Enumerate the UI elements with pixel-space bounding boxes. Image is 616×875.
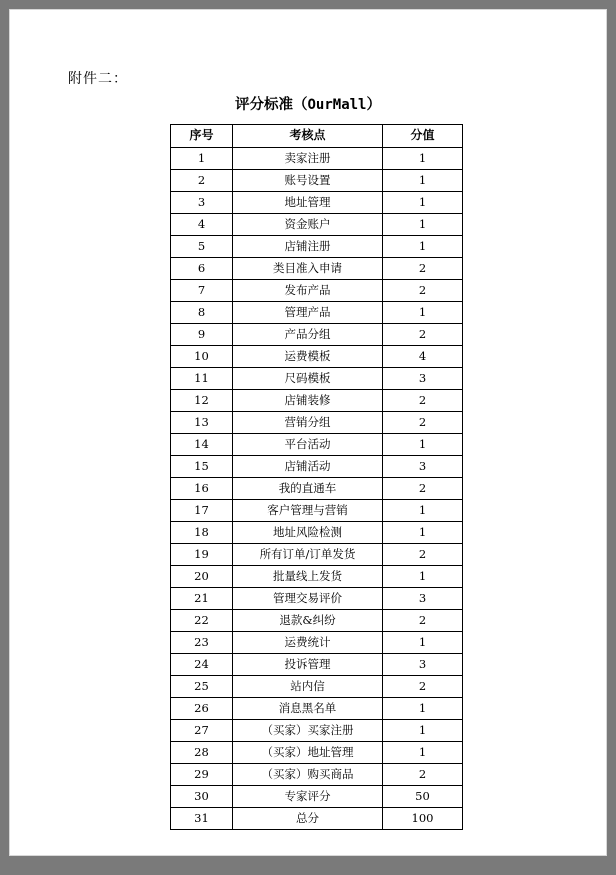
cell-no: 31 <box>171 808 233 830</box>
cell-score: 1 <box>383 500 463 522</box>
table-row <box>171 346 463 368</box>
table-row <box>171 610 463 632</box>
cell-score: 1 <box>383 302 463 324</box>
table-row <box>171 456 463 478</box>
cell-item: 专家评分 <box>233 786 383 808</box>
table-row <box>171 544 463 566</box>
cell-score: 2 <box>383 412 463 434</box>
cell-no: 30 <box>171 786 233 808</box>
cell-item: 账号设置 <box>233 170 383 192</box>
cell-item: 平台活动 <box>233 434 383 456</box>
table-row <box>171 478 463 500</box>
cell-no: 8 <box>171 302 233 324</box>
cell-item: 发布产品 <box>233 280 383 302</box>
cell-item: 运费统计 <box>233 632 383 654</box>
cell-no: 18 <box>171 522 233 544</box>
cell-no: 16 <box>171 478 233 500</box>
attachment-label: 附件二： <box>68 71 128 87</box>
cell-score: 1 <box>383 720 463 742</box>
cell-item: 尺码模板 <box>233 368 383 390</box>
cell-score: 2 <box>383 324 463 346</box>
cell-item: 卖家注册 <box>233 148 383 170</box>
cell-item: 店铺装修 <box>233 390 383 412</box>
cell-item: 管理交易评价 <box>233 588 383 610</box>
cell-score: 1 <box>383 632 463 654</box>
table-row <box>171 368 463 390</box>
cell-no: 14 <box>171 434 233 456</box>
cell-item: 产品分组 <box>233 324 383 346</box>
page-title-prefix: 评分标准（ <box>234 96 308 113</box>
cell-item: 运费模板 <box>233 346 383 368</box>
cell-no: 23 <box>171 632 233 654</box>
cell-no: 25 <box>171 676 233 698</box>
cell-item: 消息黑名单 <box>233 698 383 720</box>
table-row <box>171 236 463 258</box>
cell-no: 7 <box>171 280 233 302</box>
cell-score: 1 <box>383 192 463 214</box>
cell-item: （买家）地址管理 <box>233 742 383 764</box>
cell-no: 5 <box>171 236 233 258</box>
cell-score: 1 <box>383 434 463 456</box>
table-row <box>171 764 463 786</box>
cell-no: 11 <box>171 368 233 390</box>
table-row <box>171 566 463 588</box>
cell-score: 2 <box>383 544 463 566</box>
page-title-brand: OurMall <box>307 97 367 113</box>
table-row <box>171 412 463 434</box>
cell-item: 退款&纠纷 <box>233 610 383 632</box>
cell-no: 29 <box>171 764 233 786</box>
cell-score: 2 <box>383 258 463 280</box>
cell-score: 1 <box>383 170 463 192</box>
cell-no: 28 <box>171 742 233 764</box>
table-row <box>171 654 463 676</box>
table-row <box>171 390 463 412</box>
table-row <box>171 522 463 544</box>
score-criteria-table <box>170 124 463 830</box>
page-title-suffix: ） <box>366 96 381 113</box>
table-row <box>171 632 463 654</box>
table-row <box>171 302 463 324</box>
cell-score: 100 <box>383 808 463 830</box>
cell-score: 3 <box>383 654 463 676</box>
cell-no: 3 <box>171 192 233 214</box>
cell-item: 批量线上发货 <box>233 566 383 588</box>
table-row <box>171 588 463 610</box>
table-row <box>171 698 463 720</box>
cell-score: 2 <box>383 676 463 698</box>
table-row <box>171 170 463 192</box>
cell-score: 4 <box>383 346 463 368</box>
cell-no: 22 <box>171 610 233 632</box>
cell-item: 店铺活动 <box>233 456 383 478</box>
table-row <box>171 258 463 280</box>
table-header-row <box>171 125 463 148</box>
cell-no: 2 <box>171 170 233 192</box>
cell-score: 2 <box>383 390 463 412</box>
cell-no: 24 <box>171 654 233 676</box>
cell-score: 1 <box>383 742 463 764</box>
table-row <box>171 676 463 698</box>
page-title <box>10 93 606 114</box>
cell-item: 类目准入申请 <box>233 258 383 280</box>
table-row <box>171 720 463 742</box>
table-row <box>171 214 463 236</box>
cell-score: 3 <box>383 456 463 478</box>
column-header-no: 序号 <box>171 125 233 148</box>
cell-score: 3 <box>383 368 463 390</box>
cell-score: 2 <box>383 764 463 786</box>
cell-no: 4 <box>171 214 233 236</box>
table-row <box>171 192 463 214</box>
cell-item: 管理产品 <box>233 302 383 324</box>
table-row <box>171 500 463 522</box>
cell-item: 地址管理 <box>233 192 383 214</box>
cell-item: 营销分组 <box>233 412 383 434</box>
cell-score: 1 <box>383 698 463 720</box>
cell-no: 6 <box>171 258 233 280</box>
cell-no: 1 <box>171 148 233 170</box>
cell-no: 19 <box>171 544 233 566</box>
cell-item: 我的直通车 <box>233 478 383 500</box>
document-page <box>10 10 606 855</box>
table-row <box>171 808 463 830</box>
cell-item: 所有订单/订单发货 <box>233 544 383 566</box>
cell-score: 2 <box>383 280 463 302</box>
cell-no: 13 <box>171 412 233 434</box>
cell-score: 1 <box>383 148 463 170</box>
cell-item: 店铺注册 <box>233 236 383 258</box>
table-row <box>171 148 463 170</box>
cell-item: 资金账户 <box>233 214 383 236</box>
cell-item: （买家）购买商品 <box>233 764 383 786</box>
cell-item: 总分 <box>233 808 383 830</box>
cell-score: 2 <box>383 478 463 500</box>
table-row <box>171 434 463 456</box>
cell-score: 1 <box>383 566 463 588</box>
cell-no: 12 <box>171 390 233 412</box>
cell-score: 3 <box>383 588 463 610</box>
cell-score: 2 <box>383 610 463 632</box>
cell-item: （买家）买家注册 <box>233 720 383 742</box>
cell-no: 15 <box>171 456 233 478</box>
cell-item: 站内信 <box>233 676 383 698</box>
table-row <box>171 742 463 764</box>
cell-score: 1 <box>383 236 463 258</box>
cell-score: 1 <box>383 214 463 236</box>
cell-score: 1 <box>383 522 463 544</box>
cell-score: 50 <box>383 786 463 808</box>
table-row <box>171 324 463 346</box>
table-row <box>171 786 463 808</box>
cell-item: 投诉管理 <box>233 654 383 676</box>
table-row <box>171 280 463 302</box>
cell-no: 10 <box>171 346 233 368</box>
cell-no: 21 <box>171 588 233 610</box>
cell-no: 17 <box>171 500 233 522</box>
cell-no: 20 <box>171 566 233 588</box>
cell-item: 地址风险检测 <box>233 522 383 544</box>
column-header-score: 分值 <box>383 125 463 148</box>
column-header-item: 考核点 <box>233 125 383 148</box>
cell-no: 9 <box>171 324 233 346</box>
cell-no: 26 <box>171 698 233 720</box>
cell-no: 27 <box>171 720 233 742</box>
cell-item: 客户管理与营销 <box>233 500 383 522</box>
